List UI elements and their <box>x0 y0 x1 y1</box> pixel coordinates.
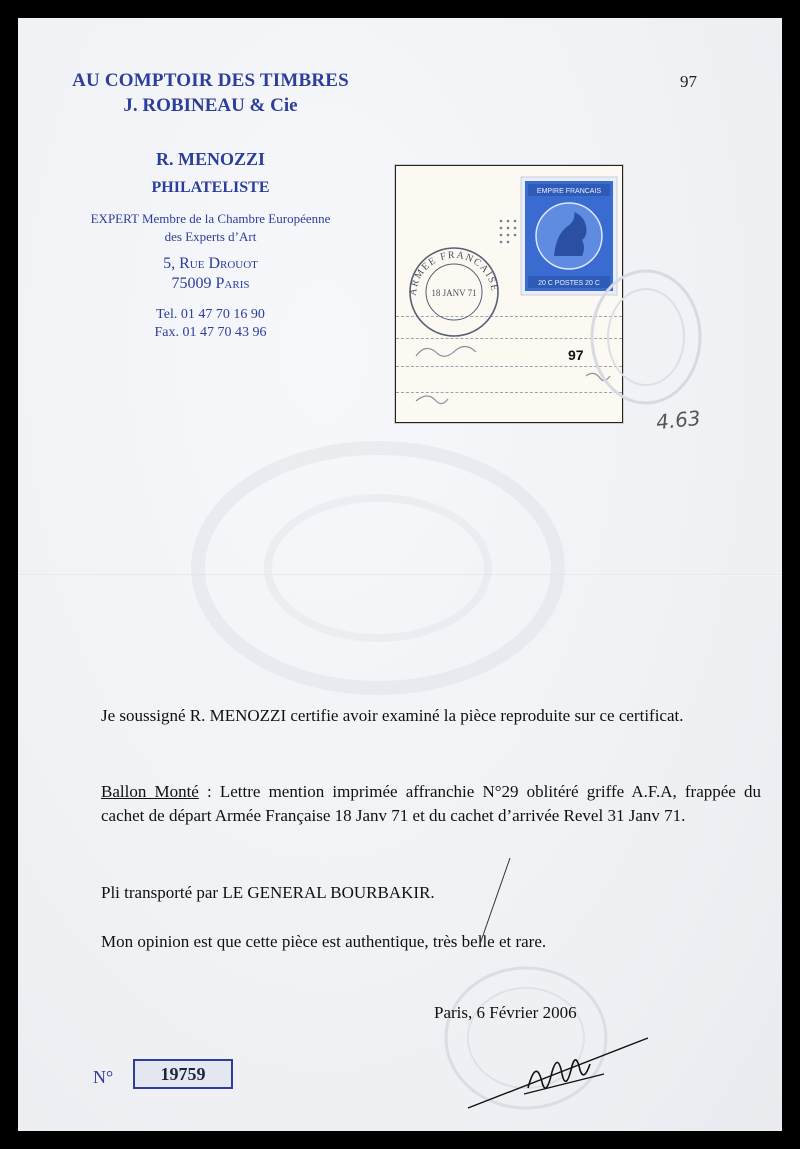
certificate-sheet <box>18 18 782 1131</box>
piece-details: : Lettre mention imprimée affranchie N°29 oblitéré griffe A.F.A, frappée du cachet de départ Armée Française 18 Janv 71 et du cachet d’arrivée Revel 31 Janv 71. <box>101 782 761 825</box>
certification-statement: Je soussigné R. MENOZZI certifie avoir examiné la pièce reproduite sur ce certificat. <box>101 706 684 725</box>
place-date: Paris, 6 Février 2006 <box>434 1003 577 1022</box>
fax: Fax. 01 47 70 43 96 <box>154 325 267 340</box>
piece-description <box>101 780 761 828</box>
telephone: Tel. 01 47 70 16 90 <box>156 307 265 322</box>
city-address: 75009 Paris <box>171 275 250 292</box>
background-emboss <box>168 418 588 718</box>
postmark-date: 18 JANV 71 <box>431 288 477 298</box>
company-name: AU COMPTOIR DES TIMBRES <box>72 70 349 91</box>
street-address: 5, Rue Drouot <box>163 255 258 272</box>
company-subname: J. ROBINEAU & Cie <box>123 95 298 116</box>
certificate-number: 19759 <box>133 1059 233 1089</box>
postmark-text: ARMEE FRANCAISE <box>407 249 500 297</box>
signature-icon <box>458 1028 658 1118</box>
piece-type: Ballon Monté <box>101 782 199 801</box>
contact-numbers <box>38 306 383 342</box>
certificate-number-label: N° <box>93 1067 114 1087</box>
expert-name: R. MENOZZI <box>155 149 265 169</box>
expert-opinion: Mon opinion est que cette pièce est authentique, très belle et rare. <box>101 932 547 951</box>
stamp-top-text: EMPIRE FRANCAIS <box>536 188 602 195</box>
expert-line-2: des Experts d’Art <box>164 229 257 244</box>
expert-title: PHILATELISTE <box>151 179 270 196</box>
address <box>38 254 383 294</box>
emboss-seal-icon <box>586 262 706 412</box>
stamp-bottom-text: 20 C POSTES 20 C <box>538 280 600 287</box>
expert-membership <box>38 210 383 246</box>
transport-note: Pli transporté par LE GENERAL BOURBAKIR. <box>101 883 435 902</box>
photo-number-label: 97 <box>568 347 584 363</box>
pen-stroke-icon <box>476 856 516 946</box>
expert-line-1: EXPERT Membre de la Chambre Européenne <box>90 211 331 226</box>
page-number: 97 <box>680 72 697 91</box>
pencil-note: 4.63 <box>654 405 702 435</box>
